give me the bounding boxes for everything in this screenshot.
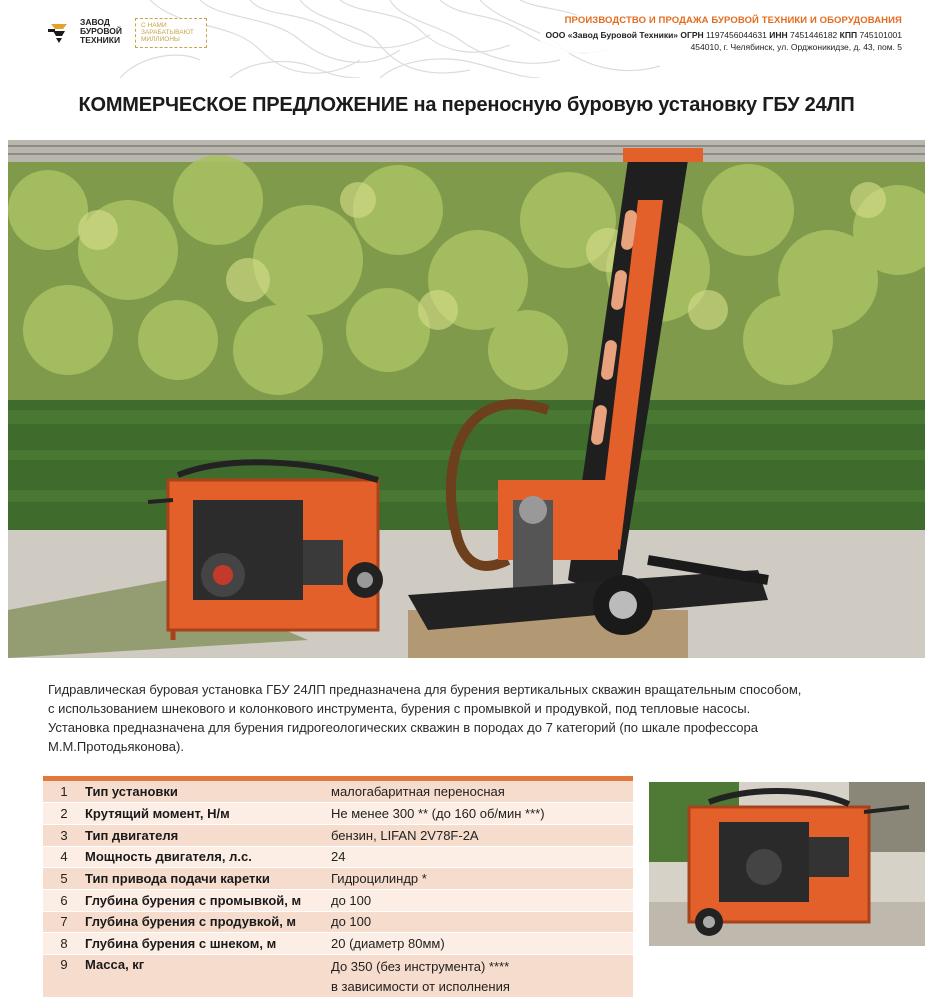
- row-value: бензин, LIFAN 2V78F-2A: [331, 824, 633, 846]
- description-line: М.М.Протодьяконова).: [48, 739, 184, 754]
- row-parameter: Глубина бурения с шнеком, м: [85, 933, 331, 955]
- page-title: КОММЕРЧЕСКОЕ ПРЕДЛОЖЕНИЕ на переносную буровую установку ГБУ 24ЛП: [78, 94, 855, 116]
- description-line: с использованием шнекового и колонкового инструмента, бурения с промывкой и продувкой, под тепловые насосы.: [48, 701, 751, 716]
- row-parameter: Тип установки: [85, 781, 331, 803]
- row-parameter: Глубина бурения с продувкой, м: [85, 911, 331, 933]
- page-header: [0, 0, 933, 78]
- row-value: до 100: [331, 889, 633, 911]
- inn-value: 7451446182: [790, 30, 838, 40]
- row-parameter: Тип двигателя: [85, 824, 331, 846]
- logo-text: ЗАВОД БУРОВОЙ ТЕХНИКИ: [80, 17, 123, 45]
- row-parameter: Крутящий момент, Н/м: [85, 803, 331, 825]
- company-name: ООО «Завод Буровой Техники»: [545, 30, 679, 40]
- ogrn-label: ОГРН: [680, 30, 704, 40]
- row-value: 24: [331, 846, 633, 868]
- drill-logo-icon: [48, 20, 70, 44]
- row-parameter: Мощность двигателя, л.с.: [85, 846, 331, 868]
- row-number: 9: [43, 955, 85, 998]
- power-unit-photo: [649, 782, 925, 946]
- row-parameter: Масса, кг: [85, 955, 331, 998]
- company-tagline: ПРОИЗВОДСТВО И ПРОДАЖА БУРОВОЙ ТЕХНИКИ И ОБОРУДОВАНИЯ: [564, 15, 902, 26]
- row-number: 7: [43, 911, 85, 933]
- row-parameter: Глубина бурения с промывкой, м: [85, 889, 331, 911]
- row-value-line: До 350 (без инструмента) ****: [331, 959, 510, 974]
- product-description: [48, 680, 898, 756]
- company-address: 454010, г. Челябинск, ул. Орджоникидзе, д. 43, пом. 5: [690, 42, 902, 52]
- table-row: [43, 846, 633, 868]
- table-row: [43, 803, 633, 825]
- row-value: Не менее 300 ** (до 160 об/мин ***): [331, 803, 633, 825]
- row-value: [331, 955, 633, 998]
- kpp-value: 745101001: [859, 30, 902, 40]
- row-value-line: в зависимости от исполнения: [331, 979, 510, 994]
- row-value: 20 (диаметр 80мм): [331, 933, 633, 955]
- description-line: Гидравлическая буровая установка ГБУ 24ЛП предназначена для бурения вертикальных скважин вращательным способом,: [48, 682, 802, 697]
- row-number: 2: [43, 803, 85, 825]
- company-logo: [48, 18, 132, 45]
- row-value: до 100: [331, 911, 633, 933]
- table-row: [43, 933, 633, 955]
- table-row: [43, 955, 633, 998]
- row-number: 5: [43, 868, 85, 890]
- table-row: [43, 824, 633, 846]
- table-row: [43, 911, 633, 933]
- table-row: [43, 781, 633, 803]
- product-photo: [8, 140, 925, 658]
- row-number: 8: [43, 933, 85, 955]
- drilling-rig-illustration: [8, 140, 925, 658]
- row-parameter: Тип привода подачи каретки: [85, 868, 331, 890]
- kpp-label: КПП: [839, 30, 858, 40]
- ogrn-value: 1197456044631: [706, 30, 767, 40]
- power-unit-illustration: [649, 782, 925, 946]
- slogan-badge: С НАМИ ЗАРАБАТЫВАЮТ МИЛЛИОНЫ: [135, 18, 207, 48]
- inn-label: ИНН: [769, 30, 788, 40]
- company-info: [540, 15, 902, 53]
- row-value: малогабаритная переносная: [331, 781, 633, 803]
- row-number: 4: [43, 846, 85, 868]
- row-number: 1: [43, 781, 85, 803]
- row-number: 3: [43, 824, 85, 846]
- specifications-table: [43, 776, 633, 998]
- company-registration: [546, 29, 902, 41]
- table-row: [43, 868, 633, 890]
- description-line: Установка предназначена для бурения гидрогеологических скважин в породах до 7 категорий (по шкале профессора: [48, 720, 758, 735]
- table-row: [43, 889, 633, 911]
- row-value: Гидроцилиндр *: [331, 868, 633, 890]
- row-number: 6: [43, 889, 85, 911]
